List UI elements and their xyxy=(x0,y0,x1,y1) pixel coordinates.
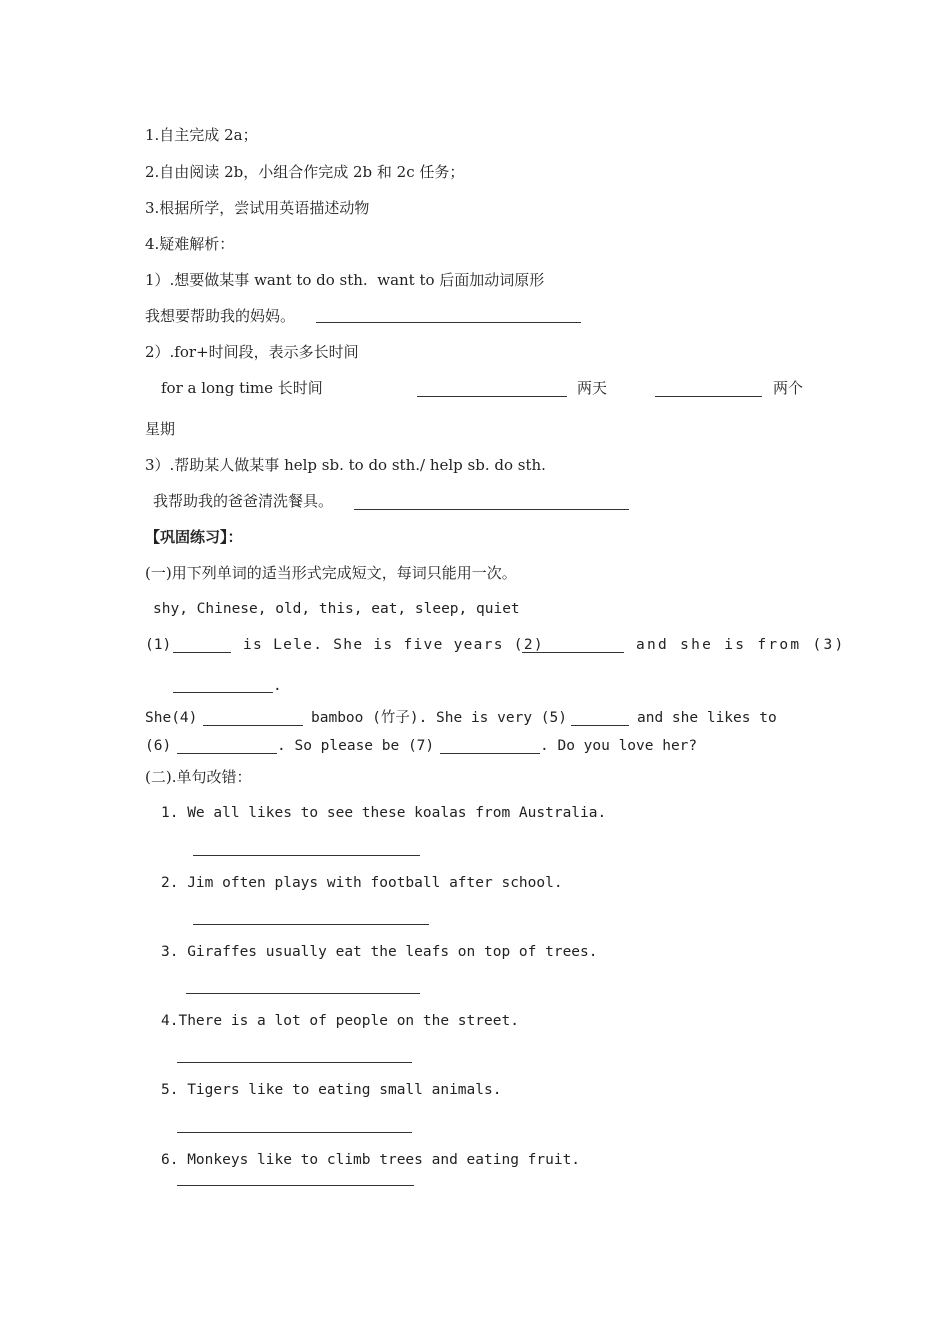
sentence-5: 5. Tigers like to eating small animals. xyxy=(161,1082,502,1098)
sentence-4: 4.There is a lot of people on the street. xyxy=(161,1013,519,1029)
point-2-example: for a long time 长时间 xyxy=(161,379,323,397)
passage-line-1-mid: is Lele. She is five years (2) xyxy=(243,637,544,653)
sentence-2: 2. Jim often plays with football after school. xyxy=(161,875,563,891)
step-2: 2.自由阅读 2b，小组合作完成 2b 和 2c 任务； xyxy=(145,163,465,181)
passage-blank-2 xyxy=(522,652,624,653)
answer-line-1 xyxy=(316,322,581,323)
two-weeks-label-a: 两个 xyxy=(773,379,804,397)
passage-blank-4 xyxy=(203,725,303,726)
passage-line-4-mid: . So please be (7) xyxy=(277,738,435,754)
answer-line-two-weeks xyxy=(655,396,762,397)
correction-line-3 xyxy=(186,993,420,994)
practice-heading: 【巩固练习】： xyxy=(145,528,243,546)
part-2-title: (二).单句改错： xyxy=(145,768,252,786)
passage-line-3-end: and she likes to xyxy=(637,710,777,726)
passage-blank-3 xyxy=(173,692,273,693)
passage-line-3-start: She(4) xyxy=(145,710,198,726)
passage-line-4-end: . Do you love her? xyxy=(540,738,698,754)
passage-line-3-mid: bamboo (竹子). She is very (5) xyxy=(311,710,567,726)
answer-line-3 xyxy=(354,509,629,510)
sentence-3: 3. Giraffes usually eat the leafs on top of trees. xyxy=(161,944,598,960)
two-days-label: 两天 xyxy=(577,379,608,397)
passage-line-4-start: (6) xyxy=(145,738,172,754)
point-1-title: 1）.想要做某事 want to do sth. want to 后面加动词原形 xyxy=(145,271,545,289)
step-1: 1.自主完成 2a； xyxy=(145,126,258,144)
two-weeks-label-b: 星期 xyxy=(145,420,176,438)
part-1-title: (一)用下列单词的适当形式完成短文，每词只能用一次。 xyxy=(145,564,517,582)
correction-line-4 xyxy=(177,1062,412,1063)
correction-line-2 xyxy=(193,924,429,925)
sentence-1: 1. We all likes to see these koalas from Australia. xyxy=(161,805,607,821)
point-3-example: 我帮助我的爸爸清洗餐具。 xyxy=(153,492,334,510)
step-3: 3.根据所学，尝试用英语描述动物 xyxy=(145,199,370,217)
sentence-6: 6. Monkeys like to climb trees and eating fruit. xyxy=(161,1152,581,1168)
word-bank: shy, Chinese, old, this, eat, sleep, quiet xyxy=(153,601,520,617)
point-3-title: 3）.帮助某人做某事 help sb. to do sth./ help sb. do sth. xyxy=(145,456,546,474)
passage-line-1-end: and she is from (3) xyxy=(636,637,846,653)
point-2-title: 2）.for+时间段，表示多长时间 xyxy=(145,343,359,361)
passage-blank-5 xyxy=(571,725,629,726)
answer-line-two-days xyxy=(417,396,567,397)
point-1-example: 我想要帮助我的妈妈。 xyxy=(145,307,296,325)
passage-blank-1-num: (1) xyxy=(145,637,172,653)
correction-line-6 xyxy=(177,1185,414,1186)
correction-line-1 xyxy=(193,855,420,856)
passage-blank-7 xyxy=(440,753,540,754)
passage-blank-1 xyxy=(173,652,231,653)
passage-line-2-end: . xyxy=(273,678,282,694)
passage-blank-6 xyxy=(177,753,277,754)
step-4: 4.疑难解析： xyxy=(145,235,235,253)
correction-line-5 xyxy=(177,1132,412,1133)
